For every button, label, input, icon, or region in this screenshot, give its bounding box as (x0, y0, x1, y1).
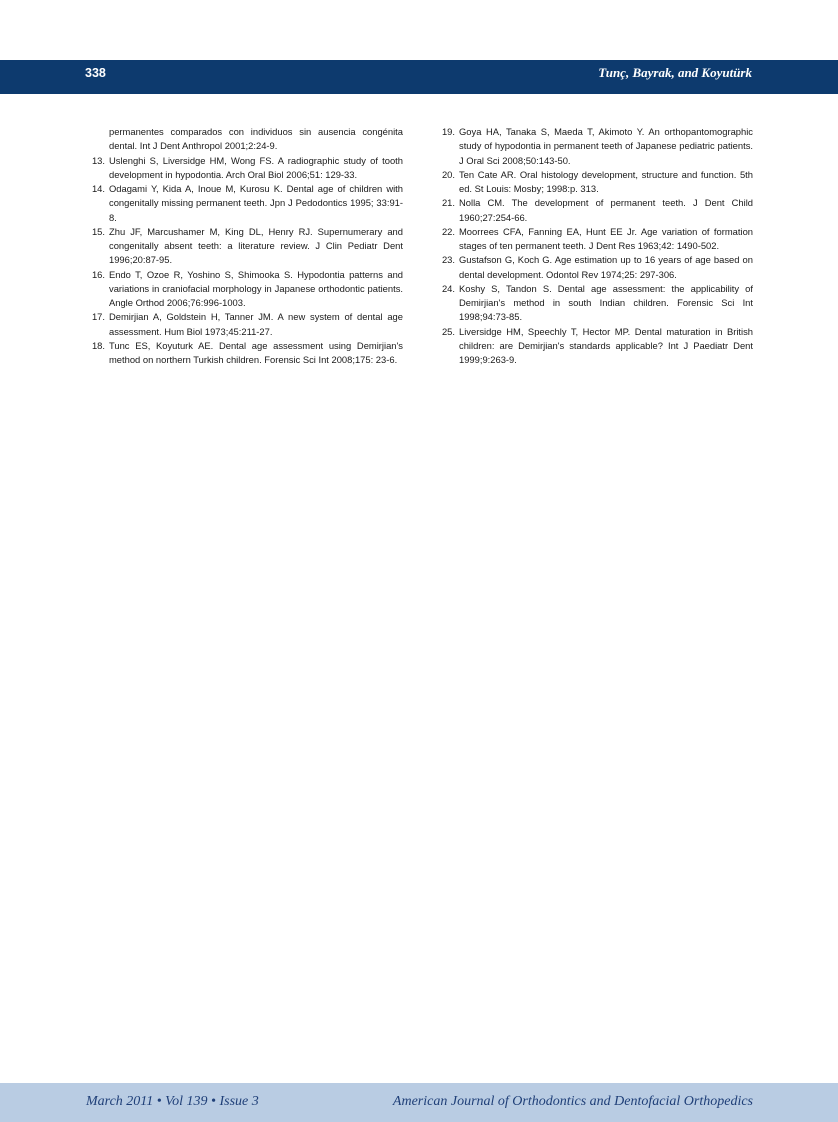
reference-20 (435, 168, 753, 197)
reference-13 (85, 154, 403, 183)
reference-number: 25. (441, 325, 455, 337)
reference-number: 24. (441, 282, 455, 294)
reference-text: Ten Cate AR. Oral histology development, structure and function. 5th ed. St Louis: Mosby; 1998:p. 313. (459, 168, 753, 194)
reference-text: Liversidge HM, Speechly T, Hector MP. Dental maturation in British children: are Demirjian's standards applicable? Int J Paediatr Dent 1999;9:263-9. (459, 325, 753, 365)
reference-number: 22. (441, 225, 455, 237)
reference-text: Uslenghi S, Liversidge HM, Wong FS. A radiographic study of tooth development in hypodontia. Arch Oral Biol 2006;51: 129-33. (109, 154, 403, 180)
reference-number: 20. (441, 168, 455, 180)
reference-text: Gustafson G, Koch G. Age estimation up to 16 years of age based on dental development. Odontol Rev 1974;25: 297-306. (459, 254, 753, 280)
reference-text: Moorrees CFA, Fanning EA, Hunt EE Jr. Age variation of formation stages of ten permanent teeth. J Dent Res 1963;42: 1490-502. (459, 225, 753, 251)
reference-number: 23. (441, 254, 455, 266)
reference-19 (435, 125, 753, 168)
reference-number: 13. (91, 154, 105, 166)
issue-info: March 2011 • Vol 139 • Issue 3 (86, 1094, 259, 1109)
header-band (0, 60, 838, 94)
reference-17 (85, 310, 403, 339)
reference-25 (435, 325, 753, 368)
references-right-column (435, 125, 753, 367)
reference-number: 17. (91, 311, 105, 323)
footer-band (0, 1083, 838, 1122)
reference-continuation (85, 125, 403, 154)
reference-number: 16. (91, 268, 105, 280)
reference-text: Nolla CM. The development of permanent teeth. J Dent Child 1960;27:254-66. (459, 197, 753, 223)
reference-number: 14. (91, 183, 105, 194)
reference-text: Koshy S, Tandon S. Dental age assessment: the applicability of Demirjian's method in south Indian children. Forensic Sci Int 1998;94:73-85. (459, 282, 753, 323)
reference-18 (85, 339, 403, 368)
reference-text: Goya HA, Tanaka S, Maeda T, Akimoto Y. An orthopantomographic study of hypodontia in permanent teeth of Japanese pediatric patients. J Oral Sci 2008;50:143-50. (459, 126, 753, 166)
reference-22 (435, 225, 753, 254)
references-left-column (85, 125, 403, 367)
reference-16 (85, 268, 403, 311)
reference-21 (435, 196, 753, 225)
reference-text: Odagami Y, Kida A, Inoue M, Kurosu K. Dental age of children with congenitally missing permanent teeth. Jpn J Pedodontics 1995; 33:91-8. (109, 183, 403, 223)
reference-number: 21. (441, 197, 455, 209)
reference-text: Zhu JF, Marcushamer M, King DL, Henry RJ. Supernumerary and congenitally absent teeth: a literature review. J Clin Pediatr Dent 1996;20:87-95. (109, 225, 403, 266)
reference-23 (435, 253, 753, 282)
page-number: 338 (85, 66, 106, 80)
reference-number: 15. (91, 225, 105, 237)
reference-24 (435, 282, 753, 325)
reference-15 (85, 225, 403, 268)
running-head: Tunç, Bayrak, and Koyutürk (598, 65, 752, 80)
reference-14 (85, 182, 403, 225)
reference-text: Demirjian A, Goldstein H, Tanner JM. A new system of dental age assessment. Hum Biol 1973;45:211-27. (109, 311, 403, 337)
journal-name: American Journal of Orthodontics and Dentofacial Orthopedics (392, 1094, 753, 1109)
reference-text: Tunc ES, Koyuturk AE. Dental age assessment using Demirjian's method on northern Turkish children. Forensic Sci Int 2008;175: 23-6. (109, 339, 403, 365)
reference-text: permanentes comparados con individuos sin ausencia congénita dental. Int J Dent Anthropol 2001;2:24-9. (109, 126, 403, 152)
reference-number: 18. (91, 339, 105, 351)
reference-text: Endo T, Ozoe R, Yoshino S, Shimooka S. Hypodontia patterns and variations in craniofacial morphology in Japanese orthodontic patients. Angle Orthod 2006;76:996-1003. (109, 268, 403, 308)
reference-number: 19. (441, 126, 455, 137)
